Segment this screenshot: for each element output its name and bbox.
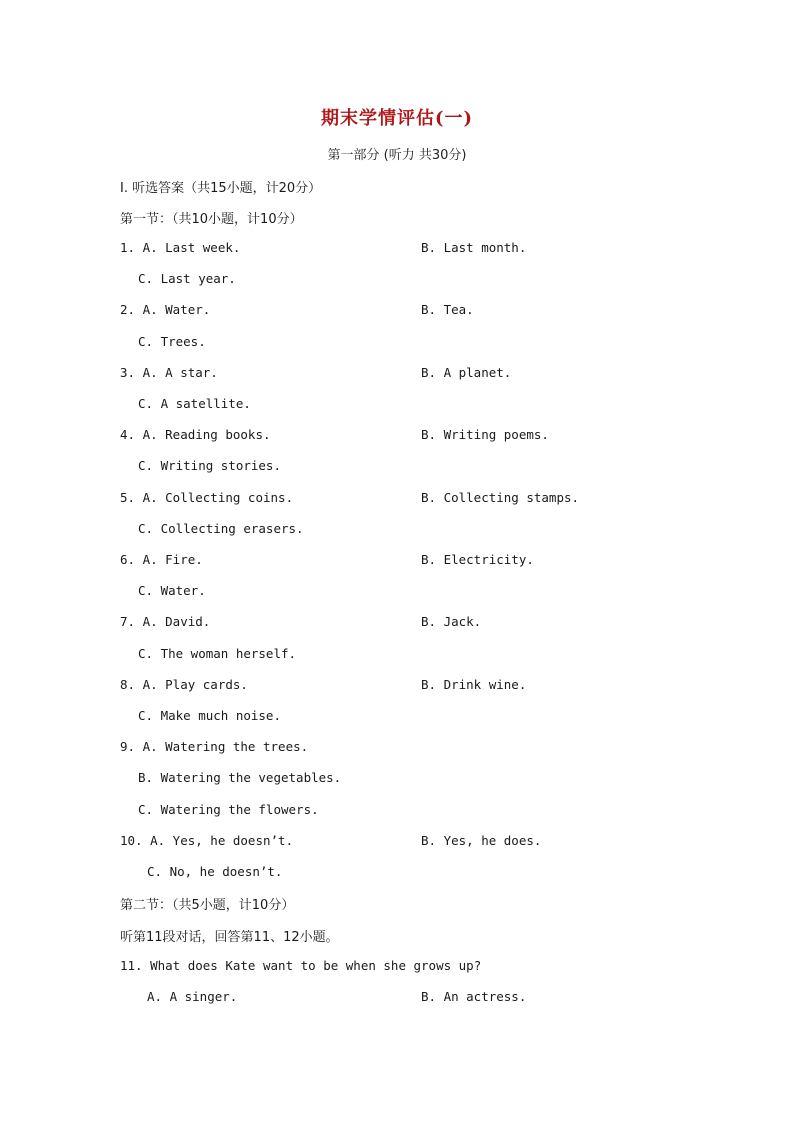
q2-option-a: 2. A. Water. xyxy=(120,302,211,317)
part2-heading: 第二节：（共5小题，计10分） xyxy=(120,898,295,913)
part2-instruction: 听第11段对话，回答第11、12小题。 xyxy=(120,930,339,945)
q5-option-c: C. Collecting erasers. xyxy=(138,521,304,536)
q3-option-a: 3. A. A star. xyxy=(120,365,218,380)
q1-option-b: B. Last month. xyxy=(421,240,527,255)
section-heading: Ⅰ. 听选答案（共15小题，计20分） xyxy=(120,181,322,196)
q6-option-b: B. Electricity. xyxy=(421,552,534,567)
q9-option-a: 9. A. Watering the trees. xyxy=(120,739,309,754)
page-title: 期末学情评估(一) xyxy=(320,108,474,129)
q4-option-a: 4. A. Reading books. xyxy=(120,427,271,442)
q11-option-a: A. A singer. xyxy=(147,989,238,1004)
q10-option-c: C. No, he doesn’t. xyxy=(147,864,283,879)
q4-option-b: B. Writing poems. xyxy=(421,427,549,442)
q6-option-a: 6. A. Fire. xyxy=(120,552,203,567)
q1-option-c: C. Last year. xyxy=(138,271,236,286)
q8-option-c: C. Make much noise. xyxy=(138,708,281,723)
q5-option-a: 5. A. Collecting coins. xyxy=(120,490,294,505)
q11-stem: 11. What does Kate want to be when she grows up? xyxy=(120,958,482,973)
q7-option-b: B. Jack. xyxy=(421,614,482,629)
q8-option-b: B. Drink wine. xyxy=(421,677,527,692)
q7-option-a: 7. A. David. xyxy=(120,614,211,629)
q9-option-b: B. Watering the vegetables. xyxy=(138,770,342,785)
q3-option-b: B. A planet. xyxy=(421,365,512,380)
q10-option-b: B. Yes, he does. xyxy=(421,833,542,848)
q7-option-c: C. The woman herself. xyxy=(138,646,297,661)
q6-option-c: C. Water. xyxy=(138,583,206,598)
page-subtitle: 第一部分 (听力 共30分) xyxy=(327,148,467,163)
q1-option-a: 1. A. Last week. xyxy=(120,240,241,255)
q4-option-c: C. Writing stories. xyxy=(138,458,281,473)
q11-option-b: B. An actress. xyxy=(421,989,527,1004)
q8-option-a: 8. A. Play cards. xyxy=(120,677,248,692)
part1-heading: 第一节：（共10小题，计10分） xyxy=(120,212,303,227)
q2-option-b: B. Tea. xyxy=(421,302,474,317)
q5-option-b: B. Collecting stamps. xyxy=(421,490,580,505)
q3-option-c: C. A satellite. xyxy=(138,396,251,411)
q10-option-a: 10. A. Yes, he doesn’t. xyxy=(120,833,294,848)
q2-option-c: C. Trees. xyxy=(138,334,206,349)
q9-option-c: C. Watering the flowers. xyxy=(138,802,319,817)
